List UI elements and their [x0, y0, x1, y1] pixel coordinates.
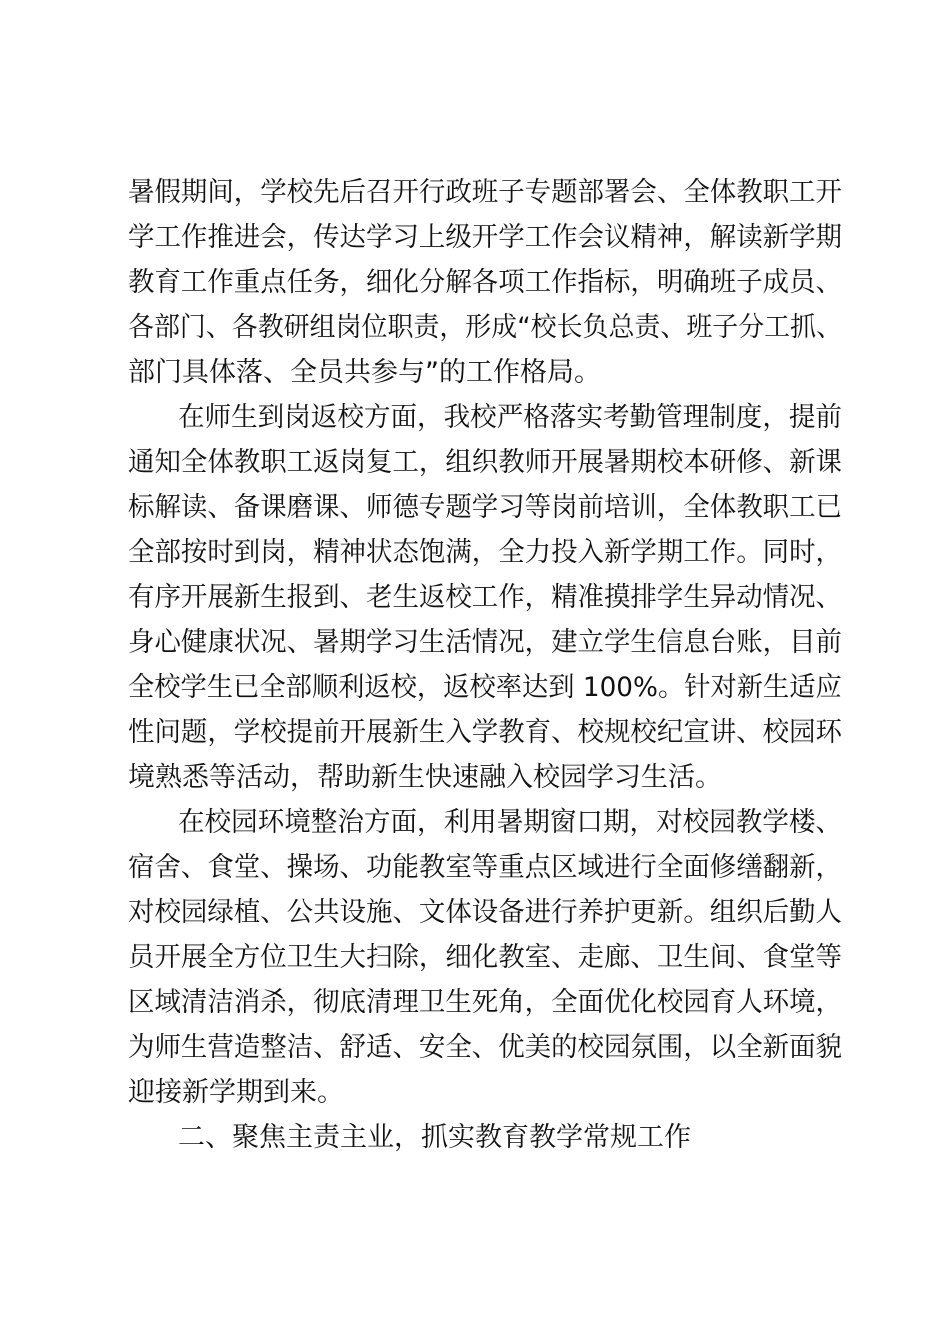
text-line: 部门具体落、全员共参与”的工作格局。 — [128, 357, 601, 388]
text-line: 性问题，学校提前开展新生入学教育、校规校纪宣讲、校园环 — [128, 717, 842, 748]
text-line: 宿舍、食堂、操场、功能教室等重点区域进行全面修缮翻新， — [128, 852, 842, 883]
text-line: 通知全体教职工返岗复工，组织教师开展暑期校本研修、新课 — [128, 447, 842, 478]
heading-line: 二、聚焦主责主业，抓实教育教学常规工作 — [178, 1122, 691, 1153]
text-line: 境熟悉等活动，帮助新生快速融入校园学习生活。 — [128, 762, 722, 793]
text-line: 标解读、备课磨课、师德专题学习等岗前培训，全体教职工已 — [128, 492, 842, 523]
text-line: 为师生营造整洁、舒适、安全、优美的校园氛围，以全新面貌 — [128, 1032, 842, 1063]
text-line: 学工作推进会，传达学习上级开学工作会议精神，解读新学期 — [128, 222, 842, 253]
text-line: 教育工作重点任务，细化分解各项工作指标，明确班子成员、 — [128, 267, 842, 298]
text-line: 迎接新学期到来。 — [128, 1077, 344, 1108]
text-line: 在师生到岗返校方面，我校严格落实考勤管理制度，提前 — [178, 402, 842, 433]
text-line: 身心健康状况、暑期学习生活情况，建立学生信息台账，目前 — [128, 627, 842, 658]
text-line: 在校园环境整治方面，利用暑期窗口期，对校园教学楼、 — [178, 807, 842, 838]
text-line: 暑假期间，学校先后召开行政班子专题部署会、全体教职工开 — [128, 177, 842, 208]
text-line: 有序开展新生报到、老生返校工作，精准摸排学生异动情况、 — [128, 582, 842, 613]
text-line: 全部按时到岗，精神状态饱满，全力投入新学期工作。同时， — [128, 537, 842, 568]
text-line: 对校园绿植、公共设施、文体设备进行养护更新。组织后勤人 — [128, 897, 842, 928]
text-line: 各部门、各教研组岗位职责，形成“校长负总责、班子分工抓、 — [128, 312, 843, 343]
text-line: 全校学生已全部顺利返校，返校率达到 100%。针对新生适应 — [128, 672, 842, 703]
text-line: 员开展全方位卫生大扫除，细化教室、走廊、卫生间、食堂等 — [128, 942, 842, 973]
text-line: 区域清洁消杀，彻底清理卫生死角，全面优化校园育人环境， — [128, 987, 842, 1018]
